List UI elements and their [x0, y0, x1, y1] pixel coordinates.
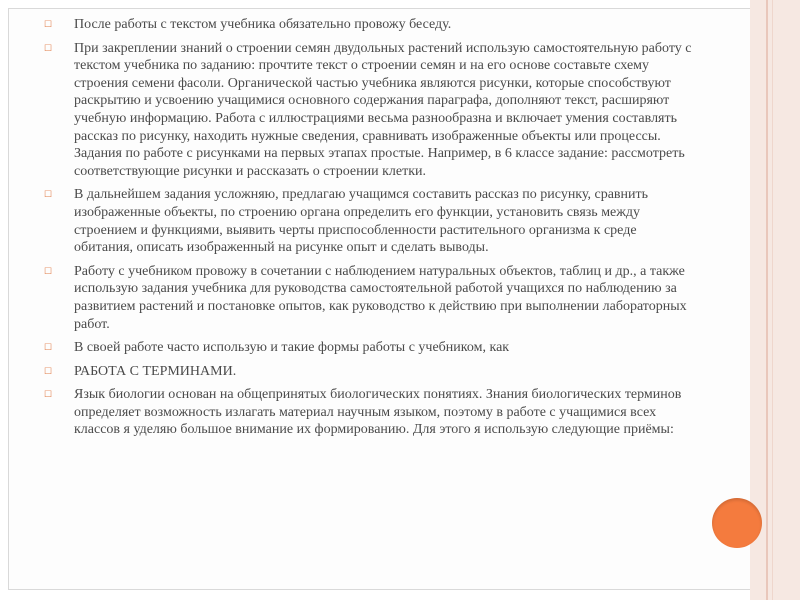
list-item	[44, 40, 692, 181]
list-item-text: В своей работе часто использую и такие формы работы с учебником, как	[74, 340, 510, 356]
list-item-text: Язык биологии основан на общепринятых биологических понятиях. Знания биологических терминов определяет возможность излагать материал научным языком, поэтому в работе с учащимися всех классов я уделяю большое внимание их формированию. Для этого я использую следующие приёмы:	[74, 387, 682, 438]
list-item	[44, 363, 692, 381]
list-item	[44, 386, 692, 439]
bullet-icon: ☐	[44, 265, 53, 276]
bullet-icon: ☐	[44, 19, 53, 29]
bullet-icon: ☐	[44, 189, 53, 200]
list-item	[44, 16, 692, 34]
bullet-list	[44, 16, 692, 439]
bullet-icon: ☐	[44, 342, 53, 353]
list-item-subtext: Задания по работе с рисунками на первых этапах простые. Например, в 6 классе задание: рассмотреть соответствующие рисунки и рассказать о строении клетки.	[74, 146, 685, 179]
list-item	[44, 186, 692, 256]
list-item-text: После работы с текстом учебника обязательно провожу беседу.	[74, 17, 452, 32]
list-item-text: РАБОТА С ТЕРМИНАМИ.	[74, 363, 237, 379]
decorative-line	[766, 0, 768, 600]
list-item-text: Работу с учебником провожу в сочетании с наблюдением натуральных объектов, таблиц и др., а также использую задания учебника для руководства самостоятельной работой учащихся по наблюдению за развитием растений и постановке опытов, как руководство к действию при выполнении лабораторных работ.	[74, 263, 687, 332]
list-item	[44, 339, 692, 357]
decorative-orange-circle	[712, 498, 762, 548]
list-item-text: При закреплении знаний о строении семян двудольных растений использую самостоятельную работу с текстом учебника по заданию: прочтите текст о строении семян и на его основе составьте схему строения семени фасоли. Органической частью учебника являются рисунки, которые способствуют раскрытию и усвоению учащимися основного содержания параграфа, дополняют текст, расширяют учебную информацию. Работа с иллюстрациями весьма разнообразна и включает умения составлять рассказ по рисунку, находить нужные сведения, сравнивать изображенные объекты или процессы.	[74, 40, 692, 144]
bullet-icon: ☐	[44, 389, 53, 400]
list-item	[44, 263, 692, 333]
slide-content	[44, 16, 692, 445]
bullet-icon: ☐	[44, 365, 53, 376]
bullet-icon: ☐	[44, 42, 53, 53]
list-item-text: В дальнейшем задания усложняю, предлагаю учащимся составить рассказ по рисунку, сравнить изображенные объекты, по строению органа определить его функции, установить связь между строением и функциями, выявить черты приспособленности растительного организма к среде обитания, описать изображенный на рисунке опыт и сделать выводы.	[74, 187, 649, 256]
decorative-line	[772, 0, 773, 600]
